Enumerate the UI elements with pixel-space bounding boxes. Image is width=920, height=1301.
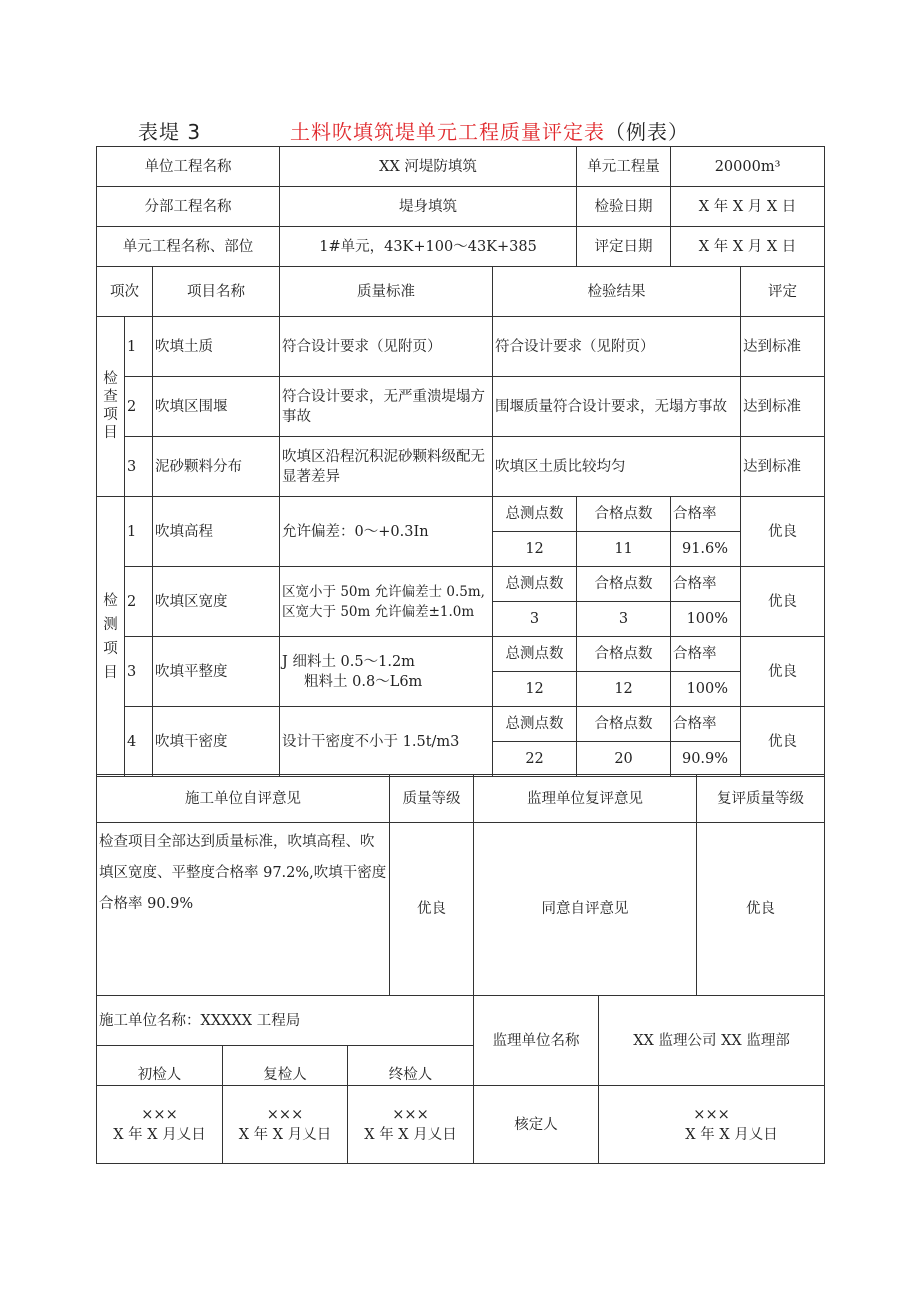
title-suffix: （例表） bbox=[605, 120, 689, 144]
row-result: 围堰质量符合设计要求，无塌方事故 bbox=[493, 377, 741, 437]
final-inspector-label: 终检人 bbox=[348, 1046, 474, 1086]
opinion-content-row bbox=[97, 823, 825, 996]
col-standard: 质量标准 bbox=[280, 267, 493, 317]
row-no: 1 bbox=[125, 497, 153, 567]
review-grade-value: 优良 bbox=[697, 823, 825, 996]
sign-date: X 年 X 月乂日 bbox=[238, 1126, 332, 1143]
row-standard: 符合设计要求（见附页） bbox=[280, 317, 493, 377]
info-row-unit bbox=[97, 147, 825, 187]
table-row bbox=[97, 707, 825, 742]
sub-header-rate: 合格率 bbox=[671, 567, 741, 602]
standard-line-2: 粗料土 0.8～L6m bbox=[304, 673, 423, 690]
pass-points: 11 bbox=[577, 532, 671, 567]
total-points: 12 bbox=[493, 672, 577, 707]
sub-header-total: 总测点数 bbox=[493, 637, 577, 672]
total-points: 3 bbox=[493, 602, 577, 637]
sub-name-value: 堤身填筑 bbox=[280, 187, 577, 227]
unit-name-value: XX 河堤防填筑 bbox=[280, 147, 577, 187]
check-date-label: 检验日期 bbox=[577, 187, 671, 227]
opinion-header-row bbox=[97, 775, 825, 823]
row-rating: 优良 bbox=[741, 637, 825, 707]
info-row-sub bbox=[97, 187, 825, 227]
element-value: 1#单元，43K+100～43K+385 bbox=[280, 227, 577, 267]
col-rating: 评定 bbox=[741, 267, 825, 317]
first-inspector-label: 初检人 bbox=[97, 1046, 223, 1086]
signature-row-signs bbox=[97, 1086, 825, 1164]
total-points: 22 bbox=[493, 742, 577, 777]
info-row-element bbox=[97, 227, 825, 267]
supervisor-name-label: 监理单位名称 bbox=[474, 996, 599, 1086]
approver-sign bbox=[599, 1086, 825, 1164]
sign-date: X 年 X 月乂日 bbox=[364, 1126, 457, 1143]
inspection-group-label: 检查项目 bbox=[97, 317, 125, 497]
row-standard bbox=[280, 637, 493, 707]
pass-points: 3 bbox=[577, 602, 671, 637]
signature-table bbox=[96, 995, 825, 1164]
document-title bbox=[290, 116, 689, 145]
col-item: 项目名称 bbox=[153, 267, 280, 317]
contractor-name: 施工单位名称：XXXXX 工程局 bbox=[97, 996, 474, 1046]
unit-qty-label: 单元工程量 bbox=[577, 147, 671, 187]
table-row bbox=[97, 437, 825, 497]
sign-mark: ××× bbox=[693, 1106, 730, 1123]
self-eval-label: 施工单位自评意见 bbox=[97, 775, 390, 823]
pass-rate: 100% bbox=[671, 672, 741, 707]
sub-header-rate: 合格率 bbox=[671, 637, 741, 672]
row-rating: 优良 bbox=[741, 497, 825, 567]
sign-mark: ××× bbox=[392, 1106, 429, 1123]
standard-line-1: J 细料土 0.5～1.2m bbox=[282, 653, 415, 670]
supervisor-opinion-label: 监理单位复评意见 bbox=[474, 775, 697, 823]
check-date-value: X 年 X 月 X 日 bbox=[671, 187, 825, 227]
sub-header-pass: 合格点数 bbox=[577, 707, 671, 742]
sub-header-rate: 合格率 bbox=[671, 707, 741, 742]
table-row bbox=[97, 497, 825, 532]
row-no: 3 bbox=[125, 637, 153, 707]
sub-header-rate: 合格率 bbox=[671, 497, 741, 532]
row-name: 泥砂颗料分布 bbox=[153, 437, 280, 497]
eval-date-value: X 年 X 月 X 日 bbox=[671, 227, 825, 267]
document-label: 表堤 3 bbox=[138, 120, 202, 144]
row-no: 1 bbox=[125, 317, 153, 377]
pass-points: 12 bbox=[577, 672, 671, 707]
sub-name-label: 分部工程名称 bbox=[97, 187, 280, 227]
col-seq: 项次 bbox=[97, 267, 153, 317]
sub-header-total: 总测点数 bbox=[493, 567, 577, 602]
row-rating: 优良 bbox=[741, 707, 825, 777]
element-label: 单元工程名称、部位 bbox=[97, 227, 280, 267]
sub-header-pass: 合格点数 bbox=[577, 637, 671, 672]
row-standard: 符合设计要求，无严重溃堤塌方事故 bbox=[280, 377, 493, 437]
grade-value: 优良 bbox=[390, 823, 474, 996]
title-main: 土料吹填筑堤单元工程质量评定表 bbox=[290, 120, 605, 144]
row-name: 吹填土质 bbox=[153, 317, 280, 377]
row-no: 2 bbox=[125, 567, 153, 637]
table-row bbox=[97, 317, 825, 377]
unit-name-label: 单位工程名称 bbox=[97, 147, 280, 187]
row-name: 吹填高程 bbox=[153, 497, 280, 567]
row-standard: 允许偏差：0～+0.3In bbox=[280, 497, 493, 567]
sub-header-pass: 合格点数 bbox=[577, 497, 671, 532]
row-rating: 优良 bbox=[741, 567, 825, 637]
supervisor-name-value: XX 监理公司 XX 监理部 bbox=[599, 996, 825, 1086]
eval-date-label: 评定日期 bbox=[577, 227, 671, 267]
row-no: 2 bbox=[125, 377, 153, 437]
row-standard bbox=[280, 567, 493, 637]
self-eval-text: 检查项目全部达到质量标准，吹填高程、吹填区宽度、平整度合格率 97.2%,吹填干密度合格率 90.9% bbox=[97, 823, 390, 996]
review-grade-label: 复评质量等级 bbox=[697, 775, 825, 823]
row-result: 吹填区土质比较均匀 bbox=[493, 437, 741, 497]
pass-rate: 91.6% bbox=[671, 532, 741, 567]
pass-points: 20 bbox=[577, 742, 671, 777]
unit-qty-value: 20000m³ bbox=[671, 147, 825, 187]
col-result: 检验结果 bbox=[493, 267, 741, 317]
sub-header-total: 总测点数 bbox=[493, 497, 577, 532]
second-inspector-sign bbox=[223, 1086, 348, 1164]
row-standard: 吹填区沿程沉积泥砂颗料级配无显著差异 bbox=[280, 437, 493, 497]
sign-mark: ××× bbox=[141, 1106, 178, 1123]
table-row bbox=[97, 567, 825, 602]
first-inspector-sign bbox=[97, 1086, 223, 1164]
testing-group-label: 检测项目 bbox=[97, 497, 125, 777]
sign-mark: ××× bbox=[266, 1106, 304, 1123]
grade-label: 质量等级 bbox=[390, 775, 474, 823]
standard-line-2: 区宽大于 50m 允许偏差±1.0m bbox=[282, 603, 475, 620]
sign-date: X 年 X 月乂日 bbox=[113, 1126, 206, 1143]
pass-rate: 90.9% bbox=[671, 742, 741, 777]
row-name: 吹填区围堰 bbox=[153, 377, 280, 437]
final-inspector-sign bbox=[348, 1086, 474, 1164]
row-name: 吹填平整度 bbox=[153, 637, 280, 707]
row-rating: 达到标准 bbox=[741, 377, 825, 437]
row-name: 吹填区宽度 bbox=[153, 567, 280, 637]
sign-date: X 年 X 月乂日 bbox=[685, 1126, 778, 1143]
row-rating: 达到标准 bbox=[741, 437, 825, 497]
row-rating: 达到标准 bbox=[741, 317, 825, 377]
pass-rate: 100% bbox=[671, 602, 741, 637]
row-no: 3 bbox=[125, 437, 153, 497]
document-header bbox=[0, 116, 920, 148]
row-result: 符合设计要求（见附页） bbox=[493, 317, 741, 377]
opinion-table bbox=[96, 774, 825, 996]
approver-label: 核定人 bbox=[474, 1086, 599, 1164]
column-header-row bbox=[97, 267, 825, 317]
table-row bbox=[97, 377, 825, 437]
signature-row-unit bbox=[97, 996, 825, 1046]
total-points: 12 bbox=[493, 532, 577, 567]
sub-header-pass: 合格点数 bbox=[577, 567, 671, 602]
row-name: 吹填干密度 bbox=[153, 707, 280, 777]
standard-line-1: 区宽小于 50m 允许偏差士 0.5m, bbox=[282, 583, 485, 600]
row-standard: 设计干密度不小于 1.5t/m3 bbox=[280, 707, 493, 777]
evaluation-table bbox=[96, 146, 825, 777]
sub-header-total: 总测点数 bbox=[493, 707, 577, 742]
row-no: 4 bbox=[125, 707, 153, 777]
second-inspector-label: 复检人 bbox=[223, 1046, 348, 1086]
table-row bbox=[97, 637, 825, 672]
supervisor-opinion-text: 同意自评意见 bbox=[474, 823, 697, 996]
